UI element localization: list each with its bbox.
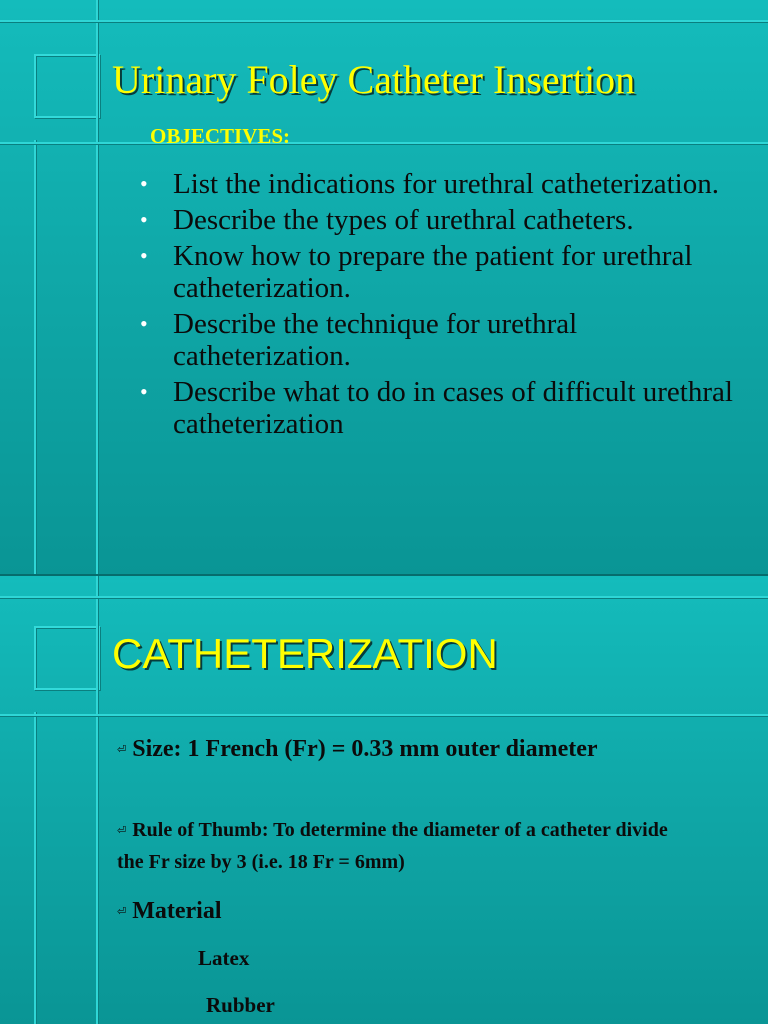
frame-horizontal-line [0, 714, 768, 716]
list-item-text: Know how to prepare the patient for urethral catheterization. [173, 240, 693, 304]
rule-of-thumb [117, 815, 697, 878]
frame-left-line [34, 712, 36, 1024]
objectives-label: OBJECTIVES: [150, 124, 291, 148]
list-item [140, 376, 740, 440]
list-item-text: Describe the types of urethral catheters. [173, 204, 634, 236]
return-arrow-icon: ⏎ [117, 743, 127, 756]
slide-1-title: Urinary Foley Catheter Insertion [112, 57, 636, 102]
list-item [140, 308, 740, 372]
bullet-icon: • [140, 311, 148, 336]
bullet-icon: • [140, 207, 148, 232]
bullet-icon: • [140, 243, 148, 268]
objectives-list [140, 168, 740, 444]
frame-vertical-line [96, 576, 98, 1024]
frame-vertical-line [96, 0, 98, 574]
frame-horizontal-line [0, 142, 768, 144]
material-item-rubber: Rubber [206, 993, 275, 1017]
frame-square-decoration [34, 626, 100, 690]
bullet-icon: • [140, 171, 148, 196]
list-item-text: List the indications for urethral catheterization. [173, 168, 719, 200]
size-statement [117, 732, 637, 768]
slide-2-title: CATHETERIZATION [112, 630, 498, 677]
list-item [140, 240, 740, 304]
bullet-icon: • [140, 379, 148, 404]
frame-top-line [0, 596, 768, 598]
list-item [140, 204, 740, 236]
list-item-text: Describe the technique for urethral catheterization. [173, 308, 578, 372]
rule-text: Rule of Thumb: To determine the diameter of a catheter divide the Fr size by 3 (i.e. 18 Fr = 6mm) [117, 819, 668, 873]
material-item-latex: Latex [198, 946, 250, 970]
frame-top-line [0, 20, 768, 22]
return-arrow-icon: ⏎ [117, 824, 127, 837]
list-item [140, 168, 740, 200]
frame-square-decoration [34, 54, 100, 118]
size-text: Size: 1 French (Fr) = 0.33 mm outer diameter [132, 736, 598, 762]
material-label: Material [132, 898, 222, 924]
return-arrow-icon: ⏎ [117, 906, 127, 919]
material-heading [117, 896, 222, 927]
frame-left-line [34, 140, 36, 574]
list-item-text: Describe what to do in cases of difficult urethral catheterization [173, 376, 733, 440]
